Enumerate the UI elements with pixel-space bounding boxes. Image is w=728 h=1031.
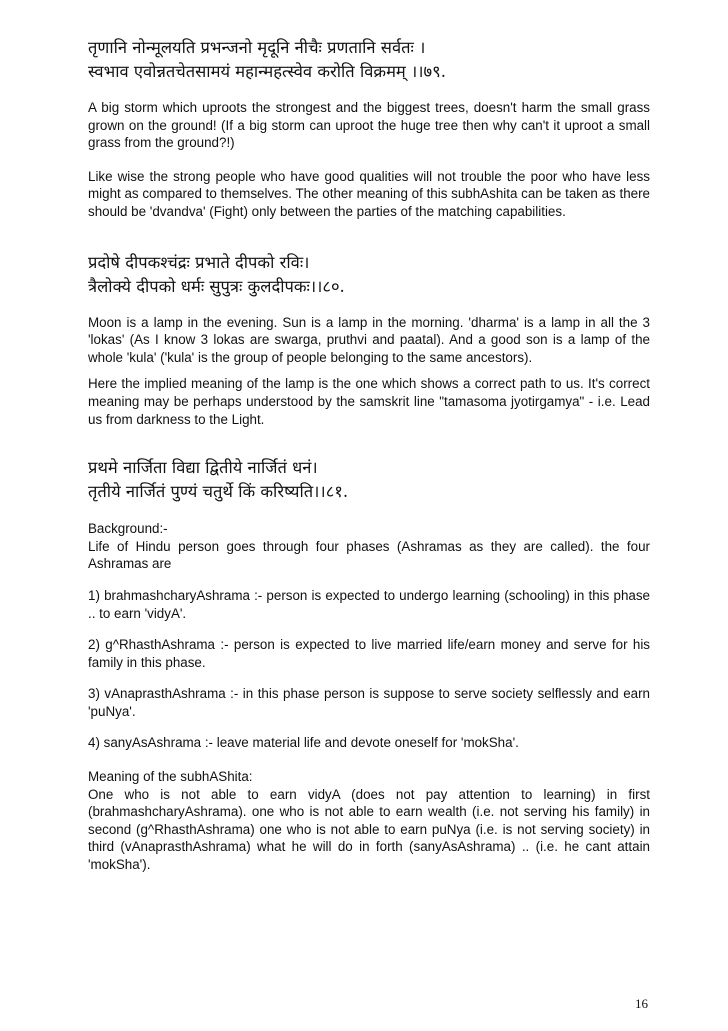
list-item-ashrama-2: 2) g^RhasthAshrama :- person is expected to live married life/earn money and serve for his family in this phase. (88, 637, 650, 670)
background-heading: Background:- (88, 521, 168, 537)
verse-81-line-2: तृतीये नार्जितं पुण्यं चतुर्थे किं करिष्यति।।८१. (88, 482, 349, 502)
document-page (88, 36, 650, 874)
list-item-ashrama-1: 1) brahmashcharyAshrama :- person is expected to undergo learning (schooling) in this phase .. to earn 'vidyA'. (88, 587, 650, 621)
paragraph-lamps: Moon is a lamp in the evening. Sun is a lamp in the morning. 'dharma' is a lamp in all the 3 'lokas' (As I know 3 lokas are swarga, pruthvi and paatal). And a good son is a lamp of the whole 'kula' ('kula' is the group of people belonging to the same ancestors). (88, 314, 650, 365)
verse-80-line-2: त्रैलोक्ये दीपको धर्मः सुपुत्रः कुलदीपकः।।८०. (88, 276, 345, 296)
page-number: 16 (635, 996, 648, 1011)
list-item-ashrama-3: 3) vAnaprasthAshrama :- in this phase person is suppose to serve society selflessly and earn 'puNya'. (88, 686, 650, 719)
verse-80-line-1: प्रदोषे दीपकश्चंद्रः प्रभाते दीपको रविः। (88, 252, 310, 272)
paragraph-life-phases: Life of Hindu person goes through four phases (Ashramas as they are called). the four Ashramas are (88, 538, 650, 572)
list-item-ashrama-4: 4) sanyAsAshrama :- leave material life and devote oneself for 'mokSha'. (88, 735, 519, 751)
meaning-heading: Meaning of the subhAShita: (88, 769, 253, 785)
verse-81-line-1: प्रथमे नार्जिता विद्या द्वितीये नार्जितं धनं। (88, 458, 318, 478)
paragraph-meaning: One who is not able to earn vidyA (does not pay attention to learning) in first (brahmashcharyAshrama). one who is not able to earn wealth (i.e. not serving his family) in second (g^RhasthAshrama) one who is not able to earn puNya (i.e. is not serving society) in third (vAnaprasthAshrama) what he will do in forth (sanyAsAshrama) .. (i.e. he cant attain 'mokSha'). (88, 786, 650, 873)
paragraph-storm: A big storm which uproots the strongest and the biggest trees, doesn't harm the small grass grown on the ground! (If a big storm can uproot the huge tree then why can't it uproot a small grass from the ground?!) (88, 100, 650, 151)
verse-79-line-1: तृणानि नोन्मूलयति प्रभन्जनो मृदूनि नीचैः प्रणतानि सर्वतः । (88, 38, 426, 57)
paragraph-strong-people: Like wise the strong people who have good qualities will not trouble the poor who have less might as compared to themselves. The other meaning of this subhAshita can be taken as there should be 'dvandva' (Fight) only between the parties of the matching capabilities. (88, 168, 650, 219)
verse-79-line-2: स्वभाव एवोन्नतचेतसामयं महान्महत्स्वेव करोति विक्रमम् ।।७९. (88, 62, 446, 81)
paragraph-implied-meaning: Here the implied meaning of the lamp is the one which shows a correct path to us. It's correct meaning may be perhaps understood by the samskrit line "tamasoma jyotirgamya" - i.e. Lead us from darkness to the Light. (88, 376, 650, 427)
